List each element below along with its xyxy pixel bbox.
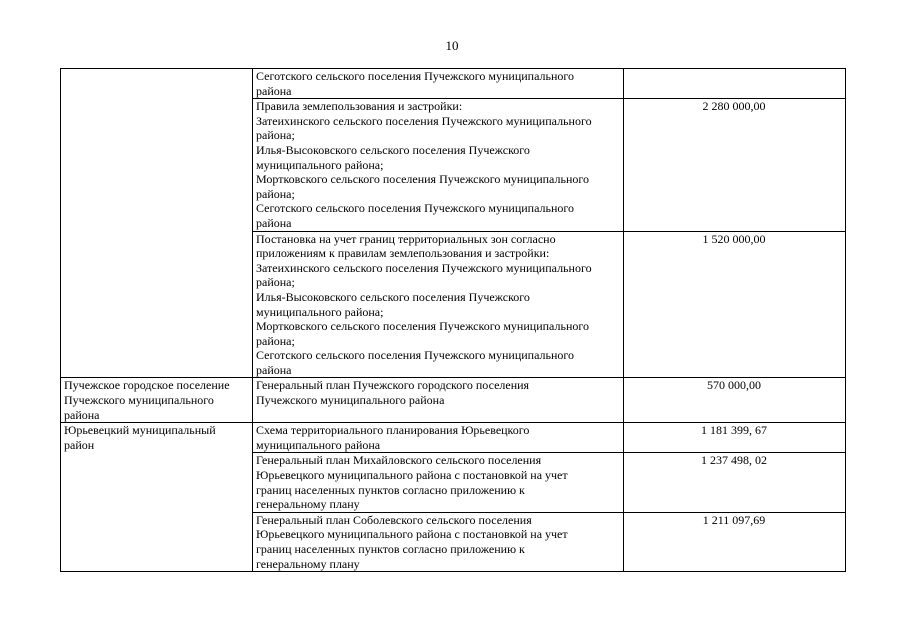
table-row — [61, 69, 846, 99]
document-cell — [253, 512, 624, 571]
cell-line: район — [64, 437, 95, 452]
cell-line: Затеихинского сельского поселения Пучежского муниципального — [256, 260, 592, 275]
cell-line: муниципального района; — [256, 304, 384, 319]
area-cell — [61, 69, 253, 378]
document-cell — [253, 99, 624, 231]
cell-line: муниципального района — [256, 437, 381, 452]
cost-cell: 1 520 000,00 — [624, 231, 846, 378]
cell-line: Генеральный план Михайловского сельского поселения — [256, 453, 542, 468]
cell-line: Постановка на учет границ территориальных зон согласно — [256, 231, 556, 246]
cell-line: Пучежского муниципального района — [256, 393, 445, 408]
table-row — [61, 423, 846, 453]
cell-line: приложениям к правилам землепользования и застройки: — [256, 246, 550, 261]
cell-line: района — [256, 362, 292, 377]
document-cell — [253, 423, 624, 453]
cell-line: Илья-Высоковского сельского поселения Пучежского — [256, 142, 530, 157]
planning-costs-table — [60, 68, 846, 572]
document-cell — [253, 69, 624, 99]
cell-line: генеральному плану — [256, 556, 360, 571]
cell-line: Схема территориального планирования Юрьевецкого — [256, 423, 530, 438]
cell-line: Мортковского сельского поселения Пучежского муниципального — [256, 319, 589, 334]
cell-line: Пучежского муниципального — [64, 393, 214, 408]
cell-line: границ населенных пунктов согласно приложению к — [256, 542, 525, 556]
document-cell — [253, 231, 624, 378]
table-row — [61, 378, 846, 423]
cost-cell: 1 237 498, 02 — [624, 453, 846, 512]
area-cell — [61, 423, 253, 572]
cell-line: Юрьевецкого муниципального района с постановкой на учет — [256, 527, 568, 542]
cell-line: района; — [256, 333, 295, 348]
document-cell — [253, 378, 624, 423]
document-cell — [253, 453, 624, 512]
cell-line: района — [256, 215, 292, 230]
area-cell — [61, 378, 253, 423]
cost-cell: 1 211 097,69 — [624, 512, 846, 571]
cell-line: Генеральный план Соболевского сельского поселения — [256, 512, 532, 527]
cell-line: района; — [256, 128, 295, 143]
cell-line: Затеихинского сельского поселения Пучежского муниципального — [256, 113, 592, 128]
cell-line: Сеготского сельского поселения Пучежского муниципального — [256, 69, 575, 83]
cell-line: Генеральный план Пучежского городского поселения — [256, 378, 530, 393]
cell-line: Илья-Высоковского сельского поселения Пучежского — [256, 289, 530, 304]
cell-line: генеральному плану — [256, 497, 360, 512]
cost-cell: 2 280 000,00 — [624, 99, 846, 231]
cell-line: Мортковского сельского поселения Пучежского муниципального — [256, 172, 589, 187]
cell-line: Пучежское городское поселение — [64, 378, 230, 393]
cost-cell: 1 181 399, 67 — [624, 423, 846, 453]
cost-cell: 570 000,00 — [624, 378, 846, 423]
cell-line: Правила землепользования и застройки: — [256, 99, 463, 114]
cell-line: района; — [256, 275, 295, 290]
cell-line: Юрьевецкий муниципальный — [64, 423, 216, 438]
cell-line: района — [64, 407, 100, 422]
cell-line: Сеготского сельского поселения Пучежского муниципального — [256, 348, 575, 363]
cell-line: Юрьевецкого муниципального района с постановкой на учет — [256, 468, 568, 483]
cell-line: Сеготского сельского поселения Пучежского муниципального — [256, 201, 575, 216]
page-number: 10 — [445, 38, 459, 53]
cost-cell — [624, 69, 846, 99]
cell-line: района — [256, 83, 292, 98]
cell-line: муниципального района; — [256, 157, 384, 172]
cell-line: границ населенных пунктов согласно приложению к — [256, 482, 525, 497]
cell-line: района; — [256, 186, 295, 201]
